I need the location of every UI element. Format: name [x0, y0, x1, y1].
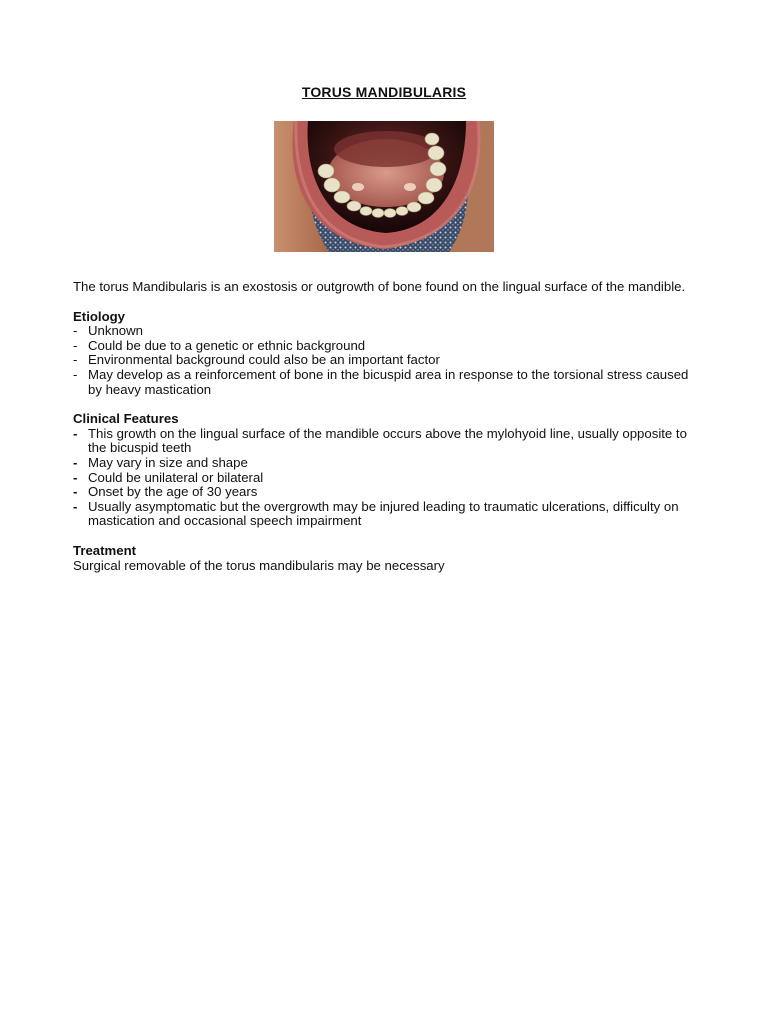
document-title: TORUS MANDIBULARIS	[301, 84, 467, 100]
dash-bullet: -	[73, 323, 78, 339]
list-item: - Usually asymptomatic but the overgrowth may be injured leading to traumatic ulcerations, difficulty on mastication and occasional speech impairment	[73, 498, 679, 529]
clinical-features-heading: Clinical Features	[73, 411, 179, 427]
document-body	[73, 280, 703, 573]
dash-bullet: -	[73, 484, 78, 500]
dash-bullet: -	[73, 498, 78, 514]
mouth-photo	[274, 121, 494, 252]
dash-bullet: -	[73, 469, 78, 485]
clinical-features-list	[73, 427, 703, 529]
dash-bullet: -	[73, 425, 78, 441]
list-item: - Could be unilateral or bilateral	[73, 469, 264, 485]
dash-bullet: -	[73, 366, 78, 382]
dash-bullet: -	[73, 454, 78, 470]
etiology-list	[73, 324, 703, 397]
list-item: - Could be due to a genetic or ethnic background	[73, 337, 366, 353]
etiology-heading: Etiology	[73, 308, 126, 324]
dash-bullet: -	[73, 352, 78, 368]
list-item: - Unknown	[73, 323, 143, 339]
intro-paragraph: The torus Mandibularis is an exostosis or outgrowth of bone found on the lingual surface of the mandible.	[73, 279, 686, 294]
list-item: - This growth on the lingual surface of the mandible occurs above the mylohyoid line, usually opposite to the bicuspid teeth	[73, 425, 687, 456]
list-item: - Environmental background could also be an important factor	[73, 352, 440, 368]
list-item: - May vary in size and shape	[73, 454, 248, 470]
dash-bullet: -	[73, 337, 78, 353]
treatment-heading: Treatment	[73, 542, 137, 558]
treatment-text: Surgical removable of the torus mandibularis may be necessary	[73, 557, 445, 573]
list-item: - Onset by the age of 30 years	[73, 484, 258, 500]
list-item: - May develop as a reinforcement of bone in the bicuspid area in response to the torsional stress caused by heavy mastication	[73, 366, 689, 397]
